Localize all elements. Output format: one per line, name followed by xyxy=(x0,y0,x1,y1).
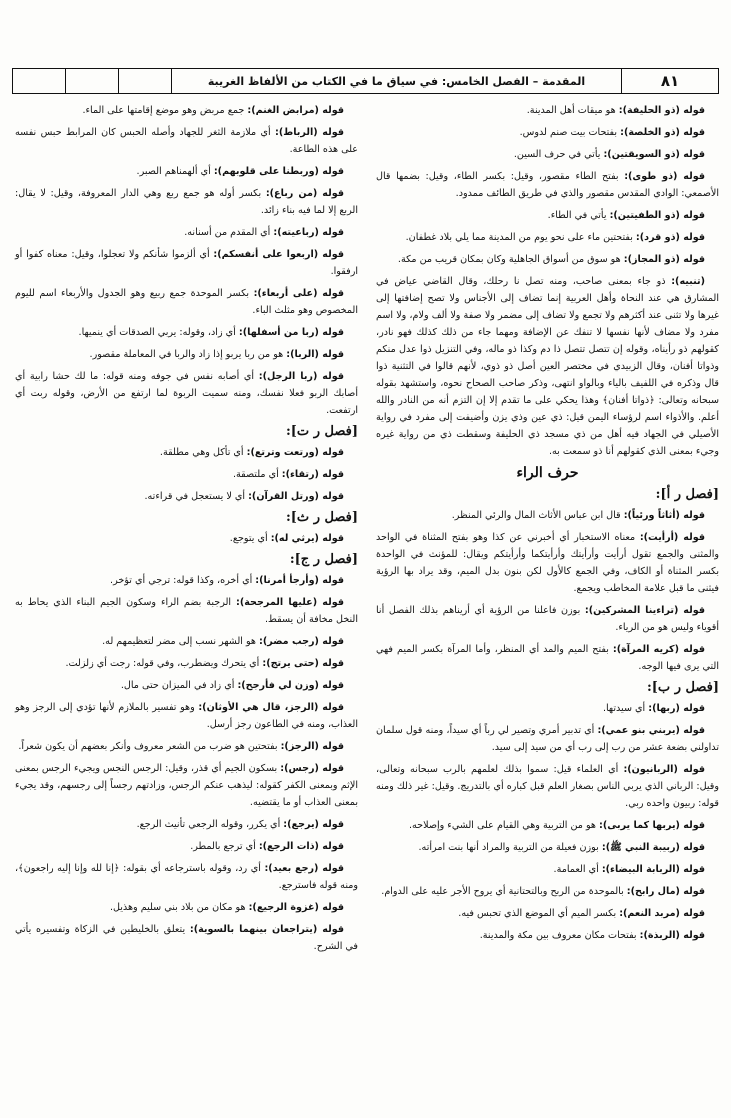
glossary-entry xyxy=(15,285,358,319)
entry-term: (تنبيه): xyxy=(671,276,705,287)
glossary-entry xyxy=(376,529,719,597)
entry-term: قوله (ذو السويقتين): xyxy=(603,149,705,160)
entry-definition: هو من ربا يربو إذا زاد والربا في المعاملة مقصور. xyxy=(89,349,287,360)
entry-definition: أي رد، وقوله باسترجاعه أي بقوله: ﴿إنا لله وإنا إليه راجعون﴾، ومنه قوله فاسترجع. xyxy=(15,863,358,891)
entry-term: قوله (حتى يرتج): xyxy=(262,658,344,669)
entry-definition: بفتحات بيت صنم لدوس. xyxy=(519,127,621,138)
entry-term: قوله (رجب مضر): xyxy=(259,636,344,647)
entry-term: قوله (يتراجعان بينهما بالسوية): xyxy=(189,924,345,935)
entry-definition: هو مكان من بلاد بني سليم وهذيل. xyxy=(109,902,249,913)
glossary-entry xyxy=(15,760,358,811)
entry-term: قوله (رتقاء): xyxy=(281,469,344,480)
section-heading: [فصل ر أ]: xyxy=(655,487,719,502)
glossary-entry xyxy=(376,700,719,717)
entry-definition: الرجبة بضم الراء وسكون الجيم البناء الذي يحاط به النخل مخافة أن يسقط. xyxy=(15,597,358,625)
entry-term: قوله (يربني بنو عمي): xyxy=(597,725,705,736)
entry-term: قوله (وزن لي فأرجح): xyxy=(237,680,344,691)
entry-term: قوله (عليها المرجحة): xyxy=(236,597,344,608)
entry-term: قوله (غزوة الرجيع): xyxy=(248,902,344,913)
entry-term: قوله (الرجز، قال هي الأوثان): xyxy=(198,702,344,713)
section-heading: [فصل ر ت]: xyxy=(285,424,358,439)
right-column xyxy=(367,102,719,960)
section-heading: [فصل ر ج]: xyxy=(289,552,358,567)
entry-term: قوله (ذو الطفيتين): xyxy=(609,210,705,221)
glossary-entry xyxy=(15,594,358,628)
glossary-entry xyxy=(15,860,358,894)
glossary-entry xyxy=(376,102,719,119)
entry-term: قوله (مرابض الغنم): xyxy=(247,105,344,116)
entry-term: قوله (رجس): xyxy=(280,763,344,774)
entry-term: قوله (ذات الرجع): xyxy=(258,841,344,852)
entry-term: قوله (أرأيت): xyxy=(639,532,705,543)
glossary-entry xyxy=(15,677,358,694)
glossary-entry xyxy=(376,722,719,756)
glossary-entry xyxy=(15,163,358,180)
entry-term: قوله (ربيبة النبي ﷺ): xyxy=(601,842,705,853)
entry-term: قوله (يربها كما يربى): xyxy=(599,820,705,831)
glossary-entry xyxy=(15,224,358,241)
entry-definition: قال ابن عباس الأثاث المال والرئي المنظر. xyxy=(451,510,624,521)
entry-definition: يتعلق بالخليطين في الزكاة وتفسيره يأتي في الشرح. xyxy=(15,924,358,952)
entry-definition: أي يتوجع. xyxy=(229,533,271,544)
entry-definition: أي زاد في الميزان حتى مال. xyxy=(120,680,238,691)
entry-definition: بالموحدة من الربح وبالتحتانية أي يروح الأجر عليه على الدوام. xyxy=(381,886,627,897)
entry-term: قوله (على أربعاء): xyxy=(253,288,344,299)
glossary-entry xyxy=(15,466,358,483)
entry-term: قوله (الربا): xyxy=(286,349,344,360)
glossary-entry xyxy=(376,883,719,900)
entry-term: قوله (الربذة): xyxy=(639,930,705,941)
entry-definition: أي تأكل وهي مطلقة. xyxy=(159,447,247,458)
entry-definition: بكسر أوله هو جمع ربع وهي الدار المعروفة، وقيل: لا يقال: الربع إلا لما فيه بناء زائد. xyxy=(15,188,358,216)
entry-definition: بفتح الميم والمد أي المنظر، وأما المرآة بكسر الميم فهي التي يرى فيها الوجه. xyxy=(376,644,719,672)
entry-term: قوله (يرثي له): xyxy=(270,533,344,544)
entry-definition: ذو جاء بمعنى صاحب، ومنه تصل نا رحلك، وقال القاضي عياض في المشارق هي عند النحاة وأهل العربية إنما تضاف إلى الأجناس ولا تصح إضافتها إلى غيرها ولا تثنى عند أكثرهم ولا تجمع ولا تضاف إلى مضمر ولا صفة ولا ألف ولام، ولا اسم مفرد ولا مضاف لأنها نفسها لا تنفك عن الإضافة ومهما جاء من ذلك كذلك فهو نادر، كقولهم ذو رأيناه، وقوله إن تتصل تتصل ذا دم وكذا ذو ماله، وفي التنزيل ذوا عدل منكم وذواتا أفنان، وقال الزبيدي في مختصر العين أصل ذو ذوي، لأنهم قالوا في التثنية ذوا قال وذكره في اللفيف بالياء وبالواو انتهى، وذكر صاحب الصحاح نحوه، واستشهد بقوله سبحانه وتعالى: ﴿ذواتا أفنان﴾ وهذا يحكي على ما تقدم إلا إن التزم أنه من النادر والله أعلم. والأذواء اسم لرؤساء اليمن قيل: ذي عين وذي يزن وأضيفت إلى مفرد في رواية الأصيلي في الجهاد فيه أهل من ذي مسجد ذي الحليفة وسقطت ذي من رواية غيره وجيء بمعنى الذي كقولهم أنا ذو سمعت به. xyxy=(376,276,719,457)
header-empty-cell xyxy=(13,69,65,93)
glossary-entry xyxy=(15,102,358,119)
entry-definition: أي تدبير أمري وتصير لي رباً أي سيداً، ومنه قول سلمان تداولني بضعة عشر من رب إلى رب أي من سيد إلى سيد. xyxy=(376,725,719,753)
entry-definition: أي ملازمة الثغر للجهاد وأصله الحبس كان المرابط حبس نفسه على هذه الطاعة. xyxy=(15,127,358,155)
page-number: ٨١ xyxy=(621,69,718,93)
glossary-entry xyxy=(376,817,719,834)
entry-definition: بفتحتين ماء على نحو يوم من المدينة مما يلي بلاد غطفان. xyxy=(405,232,636,243)
entry-term: قوله (تراءينا المشركين): xyxy=(584,605,705,616)
glossary-entry xyxy=(15,444,358,461)
entry-term: قوله (ربا من أسفلها): xyxy=(238,327,344,338)
entry-term: قوله (ورتعت وترتع): xyxy=(246,447,344,458)
entry-term: قوله (ذو طوى): xyxy=(624,171,705,182)
entry-definition: أي ألهمناهم الصبر. xyxy=(136,166,214,177)
entry-definition: أي ملتصقة. xyxy=(232,469,282,480)
header-empty-cell xyxy=(118,69,171,93)
entry-definition: بسكون الجيم أي قذر، وقيل: الرجس النجس ويجيء الرجس بمعنى الإثم وبمعنى الكفر كقوله: ليذهب عنكم الرجس، وزادتهم رجساً إلى رجسهم، وقد يجيء بمعنى العذاب أو ما يقتضيه. xyxy=(15,763,358,808)
entry-term: قوله (يرجع): xyxy=(283,819,344,830)
glossary-entry xyxy=(376,229,719,246)
entry-definition: أي ألزموا شأنكم ولا تعجلوا، وقيل: معناه كفوا أو ارفقوا. xyxy=(15,249,358,277)
entry-definition: أي لا يستعجل في قراءته. xyxy=(144,491,249,502)
glossary-entry xyxy=(15,185,358,219)
entry-term: قوله (أثاثاً ورئياً): xyxy=(623,510,705,521)
entry-definition: بوزن فعيلة من التربية والمراد أنها بنت امرأته. xyxy=(418,842,602,853)
entry-term: قوله (الرجز): xyxy=(280,741,344,752)
entry-term: قوله (الربابة البيضاء): xyxy=(601,864,705,875)
entry-definition: أي العمامة. xyxy=(553,864,602,875)
entry-definition: هو سوق من أسواق الجاهلية وكان بمكان قريب من مكة. xyxy=(397,254,624,265)
entry-term: قوله (الرباط): xyxy=(275,127,344,138)
entry-definition: أي سيدتها. xyxy=(602,703,649,714)
glossary-entry xyxy=(376,124,719,141)
glossary-entry xyxy=(15,324,358,341)
entry-definition: أي أخره، وكذا قوله: ترجي أي تؤخر. xyxy=(110,575,256,586)
glossary-entry xyxy=(376,905,719,922)
entry-definition: بكسر الموحدة جمع ربيع وهو الجدول والأربعاء اسم لليوم المخصوص وهو مثلث الباء. xyxy=(15,288,358,316)
entry-term: قوله (رباعيته): xyxy=(273,227,344,238)
entry-term: قوله (رجع بعيد): xyxy=(264,863,344,874)
glossary-entry xyxy=(15,368,358,419)
glossary-entry xyxy=(15,346,358,363)
entry-definition: أي أصابه نفس في جوفه ومنه قوله: ما لك حشا رابية أي أصابك الربو فعلا نفسك، ومنه سميت الربوة لما ارتفع من الأرض، وقوله ربت أي ارتفعت. xyxy=(15,371,358,416)
entry-term: قوله (كريه المرآة): xyxy=(612,644,705,655)
entry-term: قوله (من رباع): xyxy=(265,188,344,199)
entry-term: قوله (الربانيون): xyxy=(623,764,705,775)
entry-term: قوله (ذو قرد): xyxy=(635,232,705,243)
entry-definition: بفتح الطاء مقصور، وقيل: بكسر الطاء، وقيل: بضمها قال الأصمعي: الوادي المقدس مقصور والذي في طريق الطائف ممدود. xyxy=(376,171,719,199)
glossary-entry xyxy=(15,633,358,650)
glossary-entry xyxy=(376,839,719,856)
entry-definition: أي يكرر، وقوله الرجعي تأنيث الرجع. xyxy=(136,819,284,830)
glossary-entry xyxy=(376,507,719,524)
entry-definition: أي يتحرك ويضطرب، وفي قوله: رجت أي زلزلت. xyxy=(65,658,263,669)
entry-term: قوله (ذو الخلصة): xyxy=(620,127,705,138)
running-title: المقدمة – الفصل الخامس: في سياق ما في الكتاب من الألفاظ الغريبة xyxy=(171,69,621,93)
glossary-entry xyxy=(15,699,358,733)
glossary-entry xyxy=(15,124,358,158)
entry-term: قوله (مربد النعم): xyxy=(619,908,705,919)
entry-definition: بكسر الميم أي الموضع الذي تحبس فيه. xyxy=(458,908,620,919)
entry-definition: معناه الاستخبار أي أخبرني عن كذا وهو بفتح المثناة في الواحد والمثنى والجمع تقول أرأيت وأرأيتك وأرأيتكما وأرأيتكم ويقال: للمؤنث في الواحدة بكسر المثناة أو الكاف، وفي الجمع كالأول لكن بنون بدل الميم، وقد يراد بها الرؤية فيثنى ما قبل علامة المخاطب ويجمع. xyxy=(376,532,719,594)
glossary-entry xyxy=(15,738,358,755)
glossary-entry xyxy=(15,246,358,280)
entry-definition: أي المقدم من أسنانه. xyxy=(184,227,274,238)
entry-term: قوله (وربطنا على قلوبهم): xyxy=(213,166,344,177)
glossary-entry xyxy=(15,488,358,505)
entry-definition: هو ميقات أهل المدينة. xyxy=(526,105,619,116)
chapter-heading: حرف الراء xyxy=(516,465,579,481)
entry-definition: جمع مربض وهو موضع إقامتها على الماء. xyxy=(82,105,248,116)
glossary-entry xyxy=(376,861,719,878)
entry-term: قوله (مال رابح): xyxy=(626,886,705,897)
header-empty-cell xyxy=(65,69,118,93)
glossary-entry xyxy=(376,602,719,636)
entry-definition: هو من التربية وهي القيام على الشيء وإصلاحه. xyxy=(408,820,600,831)
glossary-entry xyxy=(376,761,719,812)
entry-definition: يأتي في الطاء. xyxy=(547,210,610,221)
section-heading: [فصل ر ب]: xyxy=(646,680,719,695)
entry-definition: بوزن فاعلنا من الرؤية أي أريناهم بذلك الفصل أنا أقوياء وليس هو من الرياء. xyxy=(376,605,719,633)
glossary-entry xyxy=(15,838,358,855)
glossary-entry xyxy=(376,207,719,224)
glossary-entry xyxy=(376,641,719,675)
entry-definition: أي زاد، وقوله: يربي الصدقات أي ينميها. xyxy=(78,327,239,338)
entry-term: قوله (اربعوا على أنفسكم): xyxy=(213,249,344,260)
glossary-entry xyxy=(376,146,719,163)
entry-definition: يأتي في حرف السين. xyxy=(513,149,604,160)
book-page xyxy=(8,68,723,960)
entry-definition: هو الشهر نسب إلى مضر لتعظيمهم له. xyxy=(102,636,260,647)
glossary-entry xyxy=(15,572,358,589)
entry-definition: وهو تفسير بالملازم لأنها تؤدي إلى الرجز وهو العذاب، ومنه في الطاعون رجز أرسل. xyxy=(15,702,358,730)
entry-term: قوله (ربها): xyxy=(648,703,705,714)
entry-definition: بفتحات مكان معروف بين مكة والمدينة. xyxy=(479,930,640,941)
entry-term: قوله (وأرجأ أمرنا): xyxy=(255,575,344,586)
glossary-entry xyxy=(15,655,358,672)
entry-definition: أي العلماء قيل: سموا بذلك لعلمهم بالرب سبحانه وتعالى، وقيل: الرباني الذي يربي الناس بصغار العلم قبل كباره أي بالتدريج. وقيل: غير ذلك ومنه قوله: ربيون واحده ربي. xyxy=(376,764,719,809)
entry-term: قوله (ورتل القرآن): xyxy=(248,491,344,502)
glossary-entry xyxy=(15,899,358,916)
entry-definition: أي ترجع بالمطر. xyxy=(190,841,259,852)
glossary-entry xyxy=(15,921,358,955)
glossary-entry xyxy=(376,273,719,460)
glossary-entry xyxy=(15,530,358,547)
glossary-entry xyxy=(376,168,719,202)
entry-term: قوله (ذو المجاز): xyxy=(623,254,705,265)
entry-definition: بفتحتين هو ضرب من الشعر معروف وأنكر بعضهم أن يكون شعراً. xyxy=(18,741,281,752)
entry-term: قوله (ربا الرجل): xyxy=(258,371,344,382)
glossary-entry xyxy=(376,251,719,268)
page-header xyxy=(12,68,719,94)
section-heading: [فصل ر ث]: xyxy=(285,510,358,525)
glossary-entry xyxy=(376,927,719,944)
glossary-entry xyxy=(15,816,358,833)
left-column xyxy=(15,102,367,960)
entry-term: قوله (ذو الحليفة): xyxy=(618,105,705,116)
